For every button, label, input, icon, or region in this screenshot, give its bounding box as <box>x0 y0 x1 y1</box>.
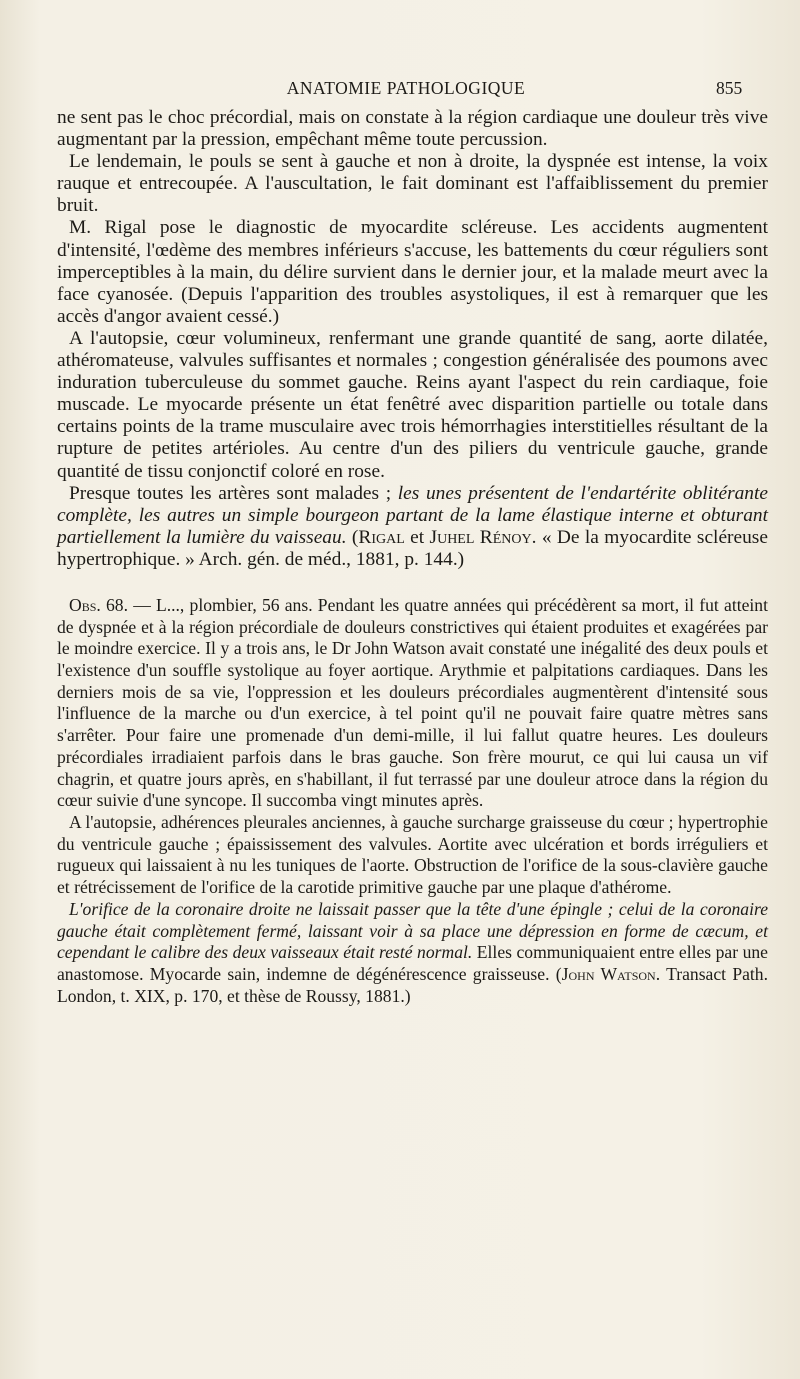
coronary-italic-text: L'orifice de la coronaire droite ne laissait passer que la tête d'une épingle ; celui de la coronaire gauche était complètement fermé, laissant voir à sa place une dépression en forme de cæcum, et cependant le calibre des deux vaisseaux était resté normal. <box>57 898 768 963</box>
author-juhel-renoy: Juhel Rénoy <box>429 526 532 548</box>
citation-and: et <box>404 526 430 548</box>
paragraph-observation-68 <box>57 595 768 812</box>
citation-reference: . « De la myocardite scléreuse hypertrophique. » Arch. gén. de méd., 1881, p. 144.) <box>57 526 768 570</box>
page-number: 855 <box>716 78 743 98</box>
paragraph-coronary <box>57 899 768 1008</box>
obs-text: . 68. — L..., plombier, 56 ans. Pendant les quatre années qui précédèrent sa mort, il fut atteint de dyspnée et à la région précordiale de douleurs constrictives qui étaient produites et exagérées par le moindre exercice. Il y a trois ans, le Dr John Watson avait constaté une inégalité des deux pouls et l'existence d'un souffle systolique au foyer aortique. Arythmie et palpitations cardiaques. Dans les derniers mois de sa vie, l'oppression et les douleurs précordiales augmentèrent d'intensité sous l'influence de la marche ou d'un exercice, à tel point qu'il ne pouvait faire quatre mètres sans s'arrêter. Pour faire une promenade d'un demi-mille, il lui fallut quatre heures. Les douleurs précordiales irradiaient parfois dans le bras gauche. Son frère mourut, ce qui lui causa un vif chagrin, et quatre jours après, en s'habillant, il fut terrassé par une douleur atroce dans la région du cœur suivie d'une syncope. Il succomba vingt minutes après. <box>57 594 768 811</box>
paragraph-diagnosis: M. Rigal pose le diagnostic de myocardite scléreuse. Les accidents augmentent d'intensité, l'œdème des membres inférieurs s'accuse, les battements du cœur réguliers sont imperceptibles à la main, du délire survient dans le dernier jour, et la malade meurt avec la face cyanosée. (Depuis l'apparition des troubles asystoliques, il est à remarquer que les accès d'angor avaient cessé.) <box>57 217 768 327</box>
running-title: ANATOMIE PATHOLOGIQUE <box>286 78 526 98</box>
paragraph-autopsy: A l'autopsie, cœur volumineux, renfermant une grande quantité de sang, aorte dilatée, athéromateuse, valvules suffisantes et normales ; congestion généralisée des poumons avec induration tuberculeuse du sommet gauche. Reins ayant l'aspect du rein cardiaque, foie muscade. Le myocarde présente un état fenêtré avec disparition partielle ou totale dans certains points de la trame musculaire avec trois hémorrhagies interstitielles résultant de la rupture de petites artérioles. Au centre d'un des piliers du ventricule gauche, grande quantité de tissu conjonctif coloré en rose. <box>57 327 768 482</box>
paragraph-arteries <box>57 483 768 571</box>
arteries-text: Presque toutes les artères sont malades ; <box>69 482 398 504</box>
obs-label: Obs <box>69 594 97 615</box>
arteries-italic-text: les unes présentent de l'endartérite oblitérante complète, les autres un simple bourgeon partant de la lame élastique interne et obturant partiellement la lumière du vaisseau. <box>57 482 768 548</box>
author-rigal: Rigal <box>358 526 405 548</box>
citation-open: ( <box>346 526 359 548</box>
author-john-watson: John Watson <box>561 963 656 984</box>
paragraph-autopsy-68: A l'autopsie, adhérences pleurales anciennes, à gauche surcharge graisseuse du cœur ; hypertrophie du ventricule gauche ; épaississement des valvules. Aortite avec ulcération et bords irréguliers et rugueux qui laissaient à nu les tuniques de l'aorte. Obstruction de l'orifice de la sous-clavière gauche et rétrécissement de l'orifice de la carotide primitive gauche par une plaque d'athérome. <box>57 812 768 898</box>
section-gap <box>57 571 768 595</box>
page-header <box>0 78 800 100</box>
coronary-reference: . Transact Path. London, t. XIX, p. 170, et thèse de Roussy, 1881.) <box>57 963 769 1006</box>
paragraph-continuation: ne sent pas le choc précordial, mais on constate à la région cardiaque une douleur très vive augmentant par la pression, empêchant même toute percussion. <box>57 107 768 151</box>
body-text <box>57 107 768 1007</box>
coronary-text: Elles communiquaient entre elles par une anastomose. Myocarde sain, indemne de dégénérescence graisseuse. ( <box>57 942 768 984</box>
paragraph-next-day: Le lendemain, le pouls se sent à gauche et non à droite, la dyspnée est intense, la voix rauque et entrecoupée. A l'auscultation, le fait dominant est l'affaiblissement du premier bruit. <box>57 151 768 217</box>
